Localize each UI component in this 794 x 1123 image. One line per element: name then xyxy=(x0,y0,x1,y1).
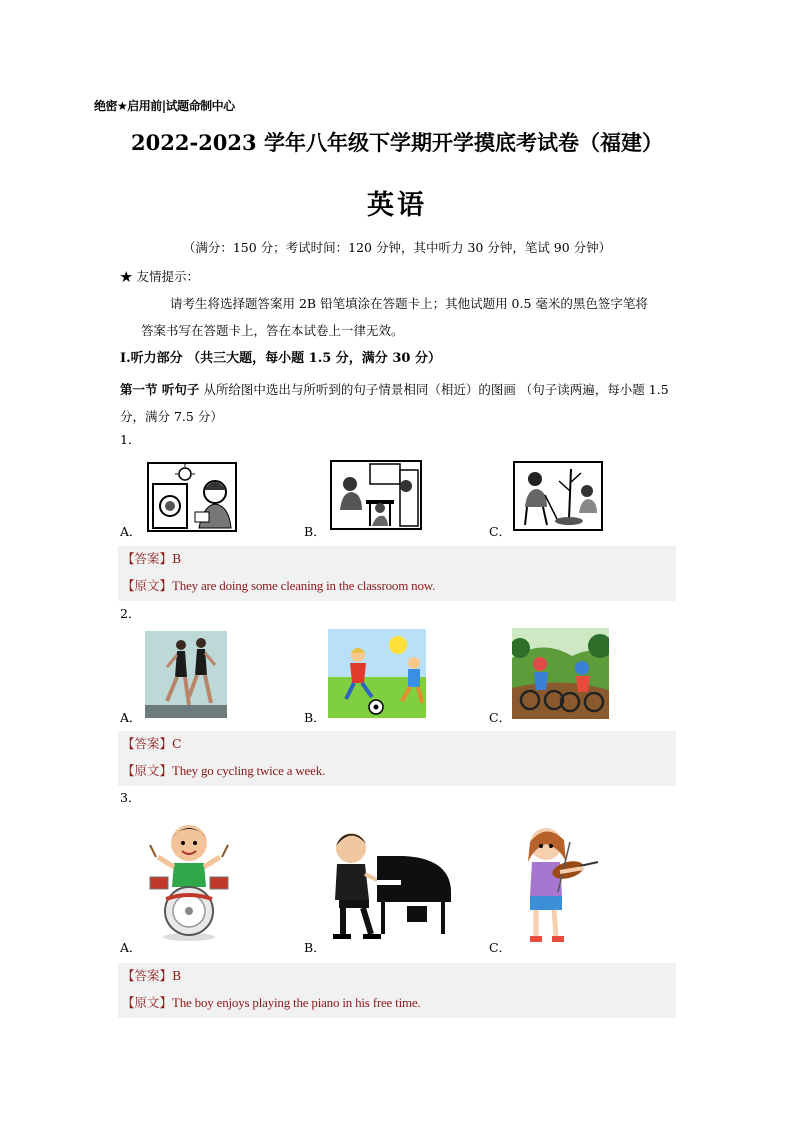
question-number: 2． xyxy=(120,606,141,621)
answer-value: B xyxy=(172,551,182,566)
tips-line-1: 请考生将选择题答案用 2B 铅笔填涂在答题卡上；其他试题用 0.5 毫米的黑色签字笔将 xyxy=(170,296,648,311)
answer-box xyxy=(118,963,676,1018)
q1-option-c-image xyxy=(513,461,603,531)
source-label: 【原文】 xyxy=(122,578,173,593)
option-letter: B． xyxy=(304,710,326,725)
answer-box xyxy=(118,546,676,601)
q3-option-b-image xyxy=(325,824,455,942)
q2-option-c-image xyxy=(512,628,609,719)
source-line xyxy=(122,576,435,594)
section-description: 从所给图中选出与所听到的句子情景相同（相近）的图画 （句子读两遍，每小题 1.5 分，满分 7.5 分） xyxy=(120,382,669,424)
answer-label: 【答案】 xyxy=(122,736,173,751)
option-letter: B． xyxy=(304,940,326,955)
option-letter: A． xyxy=(120,710,142,725)
section-name: 第一节 听句子 xyxy=(120,382,200,397)
source-text: They go cycling twice a week. xyxy=(172,763,326,778)
exam-title: 2022-2023 学年八年级下学期开学摸底考试卷（福建） xyxy=(131,130,663,155)
answer-value: C xyxy=(172,736,182,751)
question-number: 1． xyxy=(120,432,141,447)
answer-label: 【答案】 xyxy=(122,968,173,983)
answer-value: B xyxy=(172,968,182,983)
q2-option-a-image xyxy=(145,631,227,718)
answer-label: 【答案】 xyxy=(122,551,173,566)
question-number: 3． xyxy=(120,790,141,805)
tips-line-2: 答案书写在答题卡上，答在本试卷上一律无效。 xyxy=(141,323,404,338)
option-letter: A． xyxy=(120,940,142,955)
confidential-mark: 绝密★启用前|试题命制中心 xyxy=(94,99,235,113)
source-line xyxy=(122,993,421,1011)
q3-option-c-image xyxy=(510,822,600,946)
tips-label: ★ 友情提示： xyxy=(120,269,199,284)
source-text: They are doing some cleaning in the classroom now. xyxy=(172,578,436,593)
source-text: The boy enjoys playing the piano in his free time. xyxy=(172,995,421,1010)
q1-option-b-image xyxy=(330,460,422,530)
subject-title: 英语 xyxy=(367,190,427,221)
option-letter: A． xyxy=(120,524,142,539)
source-line xyxy=(122,761,325,779)
q2-option-b-image xyxy=(328,629,426,718)
part-heading: I.听力部分 （共三大题，每小题 1.5 分，满分 30 分） xyxy=(120,351,441,366)
option-letter: B． xyxy=(304,524,326,539)
answer-line xyxy=(122,734,182,752)
q1-option-a-image xyxy=(147,462,237,532)
section-instructions xyxy=(120,376,680,430)
answer-line xyxy=(122,549,181,567)
option-letter: C． xyxy=(489,940,512,955)
answer-line xyxy=(122,966,181,984)
exam-info: （满分：150 分；考试时间：120 分钟，其中听力 30 分钟，笔试 90 分钟） xyxy=(182,240,612,255)
option-letter: C． xyxy=(489,524,512,539)
source-label: 【原文】 xyxy=(122,995,173,1010)
q3-option-a-image xyxy=(144,817,234,943)
answer-box xyxy=(118,731,676,786)
option-letter: C． xyxy=(489,710,512,725)
source-label: 【原文】 xyxy=(122,763,173,778)
